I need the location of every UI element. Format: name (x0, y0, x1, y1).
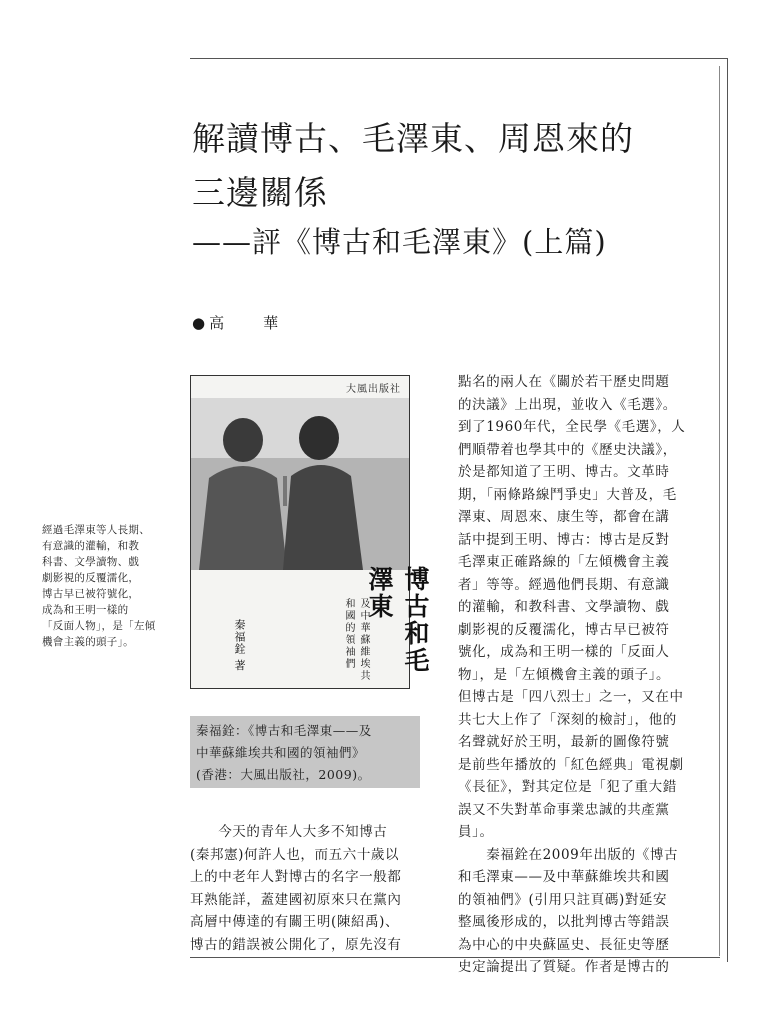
body-line: 史定論提出了質疑。作者是博古的 (458, 959, 670, 975)
caption-line: 科書、文學讀物、戲 (42, 556, 140, 568)
frame-right-inner-rule (719, 66, 720, 956)
body-line: 們順帶着也學其中的《歷史決議》， (458, 441, 677, 458)
cover-photo (191, 398, 409, 570)
body-line: 物」，是「左傾機會主義的頭子」。 (458, 666, 671, 683)
body-line: 毛澤東正確路線的「左傾機會主義 (458, 554, 670, 570)
body-line: 上的中老年人對博古的名字一般都 (190, 869, 402, 885)
reference-line: 中華蘇維埃共和國的領袖們》 (196, 745, 366, 760)
body-line: 誤又不失對革命事業忠誠的共產黨 (458, 801, 670, 818)
body-line: 到了1960年代，全民學《毛選》，人 (458, 419, 686, 435)
cover-author: 秦福銓 著 (233, 619, 246, 672)
author-name: 高 華 (209, 314, 291, 332)
body-line: 的領袖們》(引用只註頁碼)對延安 (458, 891, 668, 908)
bullet-icon: ● (192, 314, 210, 332)
caption-line: 博古早已被符號化， (42, 588, 140, 600)
body-line: 今天的青年人大多不知博古 (190, 824, 388, 840)
body-line: 期，「兩條路線鬥爭史」大普及，毛 (458, 486, 677, 503)
body-line: (秦邦憲)何許人也，而五六十歲以 (190, 846, 400, 863)
caption-line: 劇影視的反覆濡化， (42, 572, 140, 584)
body-line: 和毛澤東——及中華蘇維埃共和國 (458, 869, 670, 885)
body-line: 點名的兩人在《關於若干歷史問題 (458, 374, 670, 390)
caption-line: 有意識的灌輸，和教 (42, 540, 140, 552)
author-byline (192, 312, 290, 333)
caption-line: 機會主義的頭子」。 (42, 636, 134, 648)
cover-title: 博古和毛澤東 (365, 566, 430, 674)
body-line: 澤東、周恩來、康生等，都會在講 (458, 509, 670, 525)
cover-subtitle: 及中華蘇維埃共和國的領袖們 (343, 598, 369, 682)
body-line: 但博古是「四八烈士」之一，又在中 (458, 689, 684, 705)
body-line: 於是都知道了王明、博古。文革時 (458, 464, 670, 480)
body-column-left (190, 821, 422, 956)
reference-line: (香港：大風出版社，2009)。 (196, 767, 371, 782)
caption-line: 成為和王明一樣的 (42, 604, 129, 616)
body-line: 是前些年播放的「紅色經典」電視劇 (458, 756, 684, 773)
body-line: 劇影視的反覆濡化，博古早已被符 (458, 621, 670, 638)
side-caption (42, 522, 172, 650)
body-line: 的決議》上出現，並收入《毛選》。 (458, 396, 677, 413)
caption-line: 「反面人物」，是「左傾 (42, 620, 156, 632)
body-line: 耳熟能詳，蓋建國初原來只在黨內 (190, 891, 402, 908)
body-line: 秦福銓在2009年出版的《博古 (458, 846, 679, 863)
title-line: 解讀博古、毛澤東、周恩來的 (192, 119, 634, 158)
body-line: 名聲就好於王明，最新的圖像符號 (458, 734, 670, 750)
body-line: 共七大上作了「深刻的檢討」，他的 (458, 711, 677, 728)
body-line: 號化，成為和王明一樣的「反面人 (458, 644, 670, 660)
article-subtitle: ——評《博古和毛澤東》(上篇) (192, 225, 607, 259)
body-line: 的灌輸，和教科書、文學讀物、戲 (458, 599, 670, 615)
body-line: 博古的錯誤被公開化了，原先沒有 (190, 936, 402, 953)
reference-line: 秦福銓：《博古和毛澤東——及 (196, 723, 372, 738)
body-line: 員」。 (458, 824, 494, 840)
body-line: 《長征》，對其定位是「犯了重大錯 (458, 779, 677, 795)
body-line: 高層中傳達的有關王明(陳紹禹)、 (190, 914, 400, 930)
body-line: 整風後形成的，以批判博古等錯誤 (458, 914, 670, 930)
book-cover-image (190, 375, 430, 689)
cover-publisher: 大風出版社 (346, 384, 401, 395)
cover-photo-figures (191, 398, 409, 570)
frame-top-rule (190, 58, 728, 59)
body-line: 者」等等。經過他們長期、有意識 (458, 576, 670, 593)
book-reference-box (190, 716, 420, 788)
body-column-right (458, 371, 708, 979)
title-line: 三邊關係 (192, 173, 328, 212)
article-title (192, 112, 712, 220)
body-line: 話中提到王明、博古：博古是反對 (458, 531, 670, 548)
caption-line: 經過毛澤東等人長期、 (42, 524, 150, 536)
frame-right-rule (727, 58, 728, 962)
body-line: 為中心的中央蘇區史、長征史等歷 (458, 936, 670, 953)
